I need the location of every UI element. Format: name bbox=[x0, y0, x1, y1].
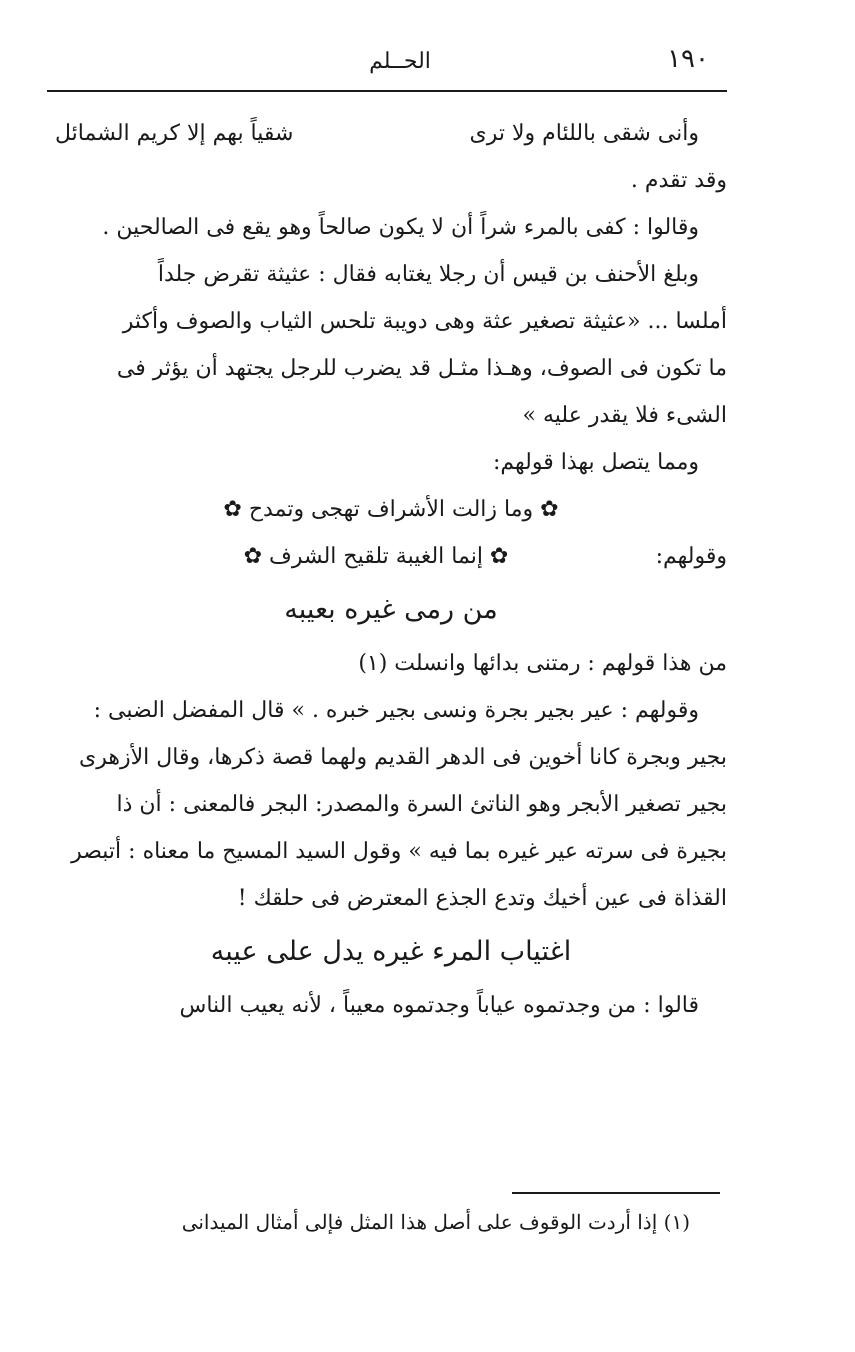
text-line: وقولهم : عير بجير بجرة ونسى بجير خبره . » قال المفضل الضبى : bbox=[93, 698, 699, 723]
verse-centered: ✿ وما زالت الأشراف تهجى وتمدح ✿ bbox=[223, 497, 559, 522]
verse-hemistich-left: شقياً بهم إلا كريم الشمائل bbox=[55, 121, 294, 146]
text-line: وبلغ الأحنف بن قيس أن رجلا يغتابه فقال : عثيثة تقرض جلداً bbox=[157, 262, 699, 287]
text-line: بجير وبجرة كانا أخوين فى الدهر القديم ولهما قصة ذكرها، وقال الأزهرى bbox=[79, 745, 727, 770]
footnote: (١) إذا أردت الوقوف على أصل هذا المثل فإلى أمثال الميدانى bbox=[181, 1210, 690, 1234]
text-line: ومما يتصل بهذا قولهم: bbox=[492, 450, 699, 475]
text-line: وقد تقدم . bbox=[630, 168, 727, 193]
text-line: ما تكون فى الصوف، وهـذا مثـل قد يضرب للرجل يجتهد أن يؤثر فى bbox=[116, 356, 727, 381]
page-number: ١٩٠ bbox=[667, 44, 709, 74]
text-line: قالوا : من وجدتموه عياباً وجدتموه معيباً ، لأنه يعيب الناس bbox=[179, 993, 699, 1018]
section-heading: اغتياب المرء غيره يدل على عيبه bbox=[210, 936, 572, 967]
running-title: الحــلم bbox=[369, 49, 431, 74]
text-line: وقالوا : كفى بالمرء شراً أن لا يكون صالحاً وهو يقع فى الصالحين . bbox=[102, 215, 699, 240]
text-line: الشىء فلا يقدر عليه » bbox=[522, 403, 727, 428]
verse-hemistich-right: وأنى شقى باللئام ولا ترى bbox=[469, 121, 699, 146]
verse-line bbox=[55, 110, 727, 157]
verse-lead-text: وقولهم: bbox=[655, 544, 727, 569]
text-line: أملسا ... «عثيثة تصغير عثة وهى دويبة تلحس الثياب والصوف وأكثر bbox=[122, 309, 727, 334]
text-line: بجير تصغير الأبجر وهو الناتئ السرة والمصدر: البجر فالمعنى : أن ذا bbox=[116, 792, 727, 817]
text-line: القذاة فى عين أخيك وتدع الجذع المعترض فى حلقك ! bbox=[237, 886, 727, 911]
section-heading: من رمى غيره بعيبه bbox=[284, 594, 498, 625]
text-line: بجيرة فى سرته عير غيره بما فيه » وقول السيد المسيح ما معناه : أتبصر bbox=[71, 839, 727, 864]
verse-centered: ✿ إنما الغيبة تلقيح الشرف ✿ bbox=[243, 544, 509, 569]
header-rule bbox=[47, 90, 727, 92]
page-body bbox=[55, 110, 727, 1029]
footnote-rule bbox=[512, 1192, 720, 1194]
verse-with-lead bbox=[55, 533, 727, 580]
text-line: من هذا قولهم : رمتنى بدائها وانسلت (١) bbox=[358, 651, 727, 676]
